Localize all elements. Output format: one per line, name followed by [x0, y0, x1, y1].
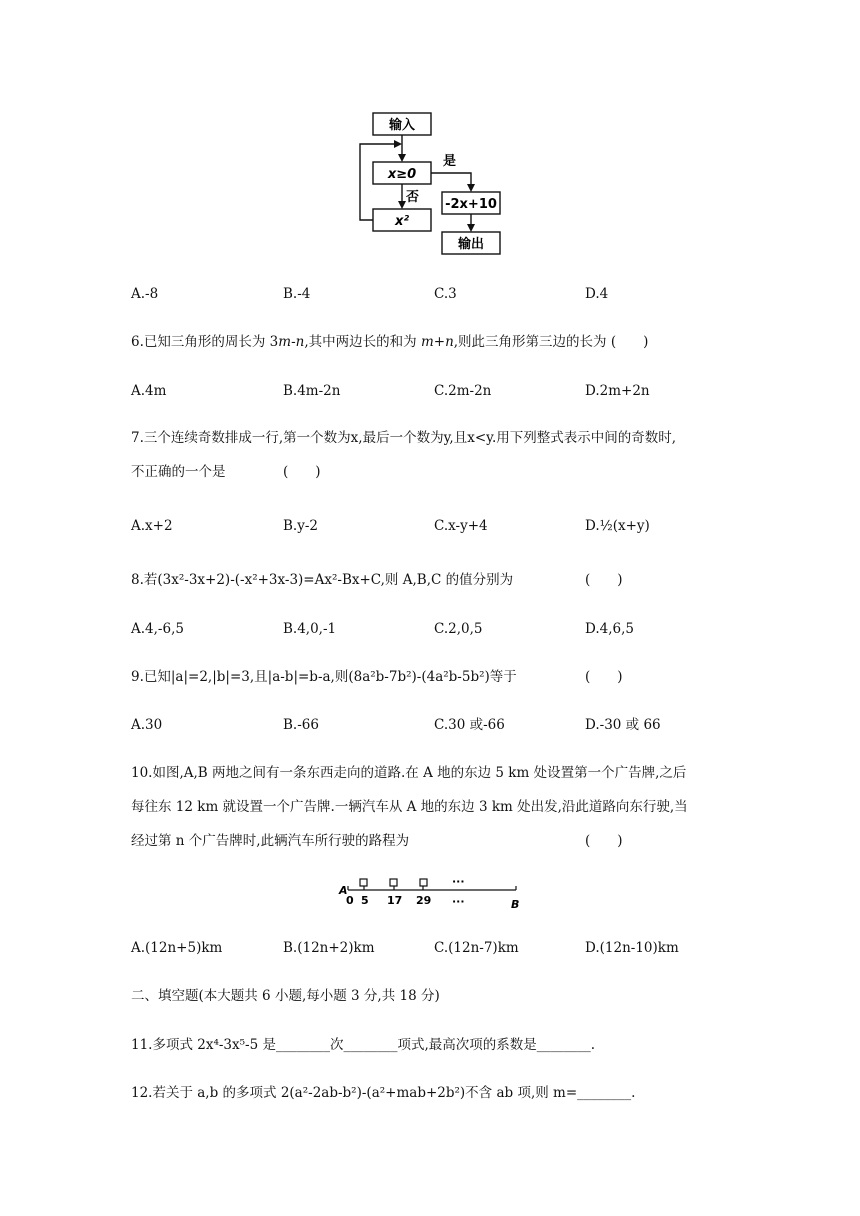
number-line-figure — [334, 872, 534, 914]
number-line-dots-top: ··· — [452, 875, 465, 888]
q10-answer-paren: ( ) — [585, 833, 623, 849]
number-line-dots-bottom: ··· — [452, 895, 465, 908]
flowchart-diagram — [340, 105, 520, 260]
flowchart-input-label: 输入 — [388, 118, 416, 133]
q5-option-c: C.3 — [434, 286, 457, 302]
q9-option-c: C.30 或-66 — [434, 717, 505, 733]
q8-answer-paren: ( ) — [585, 572, 623, 588]
q10-option-d: D.(12n-10)km — [585, 940, 679, 956]
q7-stem-line1: 7.三个连续奇数排成一行,第一个数为x,最后一个数为y,且x<y.用下列整式表示中间的奇数时, — [131, 430, 677, 446]
q5-option-b: B.-4 — [283, 286, 311, 302]
number-line-right-end: B — [511, 898, 520, 911]
number-line-tick-label: 0 — [346, 894, 354, 907]
q7-option-b: B.y-2 — [283, 518, 318, 534]
q7-answer-paren: ( ) — [283, 464, 321, 480]
q10-stem-line1: 10.如图,A,B 两地之间有一条东西走向的道路.在 A 地的东边 5 km 处设置第一个广告牌,之后 — [131, 765, 687, 781]
q10-stem-line2: 每往东 12 km 就设置一个广告牌.一辆汽车从 A 地的东边 3 km 处出发,沿此道路向东行驶,当 — [131, 799, 688, 815]
q9-option-d: D.-30 或 66 — [585, 717, 661, 733]
q9-stem: 9.已知|a|=2,|b|=3,且|a-b|=b-a,则(8a²b-7b²)-(4a²b-5b²)等于 — [131, 669, 517, 685]
q8-option-a: A.4,-6,5 — [131, 621, 184, 637]
q6-option-a: A.4m — [131, 383, 167, 399]
number-line-tick-label: 17 — [387, 894, 403, 907]
billboard-marker — [420, 879, 427, 886]
flowchart-condition-label: x≥0 — [387, 167, 417, 182]
q8-option-c: C.2,0,5 — [434, 621, 483, 637]
q10-option-c: C.(12n-7)km — [434, 940, 519, 956]
number-line-left-end: A — [339, 884, 348, 897]
flowchart-no-label: 否 — [406, 190, 420, 205]
q7-stem-line2: 不正确的一个是 — [131, 464, 226, 480]
q11-stem: 11.多项式 2x⁴-3x⁵-5 是________次________项式,最高次项的系数是________. — [131, 1037, 596, 1053]
q10-stem-line3: 经过第 n 个广告牌时,此辆汽车所行驶的路程为 — [131, 833, 410, 849]
q7-option-c: C.x-y+4 — [434, 518, 488, 534]
section2-heading: 二、填空题(本大题共 6 小题,每小题 3 分,共 18 分) — [131, 988, 440, 1004]
number-line-tick-label: 29 — [416, 894, 432, 907]
q6-stem: 6.已知三角形的周长为 3m-n,其中两边长的和为 m+n,则此三角形第三边的长为 ( ) — [131, 334, 649, 350]
q5-option-a: A.-8 — [131, 286, 159, 302]
q8-stem: 8.若(3x²-3x+2)-(-x²+3x-3)=Ax²-Bx+C,则 A,B,C 的值分别为 — [131, 572, 514, 588]
q7-option-d: D.½(x+y) — [585, 518, 650, 534]
billboard-marker — [390, 879, 397, 886]
flowchart-left-box-label: x² — [394, 214, 410, 229]
q10-option-b: B.(12n+2)km — [283, 940, 375, 956]
q8-option-b: B.4,0,-1 — [283, 621, 337, 637]
q6-option-c: C.2m-2n — [434, 383, 492, 399]
billboard-marker — [360, 879, 367, 886]
q9-answer-paren: ( ) — [585, 669, 623, 685]
q7-option-a: A.x+2 — [131, 518, 173, 534]
flowchart-yes-label: 是 — [443, 154, 457, 169]
q12-stem: 12.若关于 a,b 的多项式 2(a²-2ab-b²)-(a²+mab+2b²)不含 ab 项,则 m=________. — [131, 1085, 636, 1101]
flowchart-output-label: 输出 — [457, 237, 485, 252]
q9-option-b: B.-66 — [283, 717, 319, 733]
flowchart-right-box-label: -2x+10 — [445, 197, 497, 212]
q9-option-a: A.30 — [131, 717, 163, 733]
q5-option-d: D.4 — [585, 286, 609, 302]
q6-option-d: D.2m+2n — [585, 383, 650, 399]
q10-option-a: A.(12n+5)km — [131, 940, 223, 956]
q8-option-d: D.4,6,5 — [585, 621, 634, 637]
number-line-tick-label: 5 — [361, 894, 369, 907]
q6-option-b: B.4m-2n — [283, 383, 341, 399]
